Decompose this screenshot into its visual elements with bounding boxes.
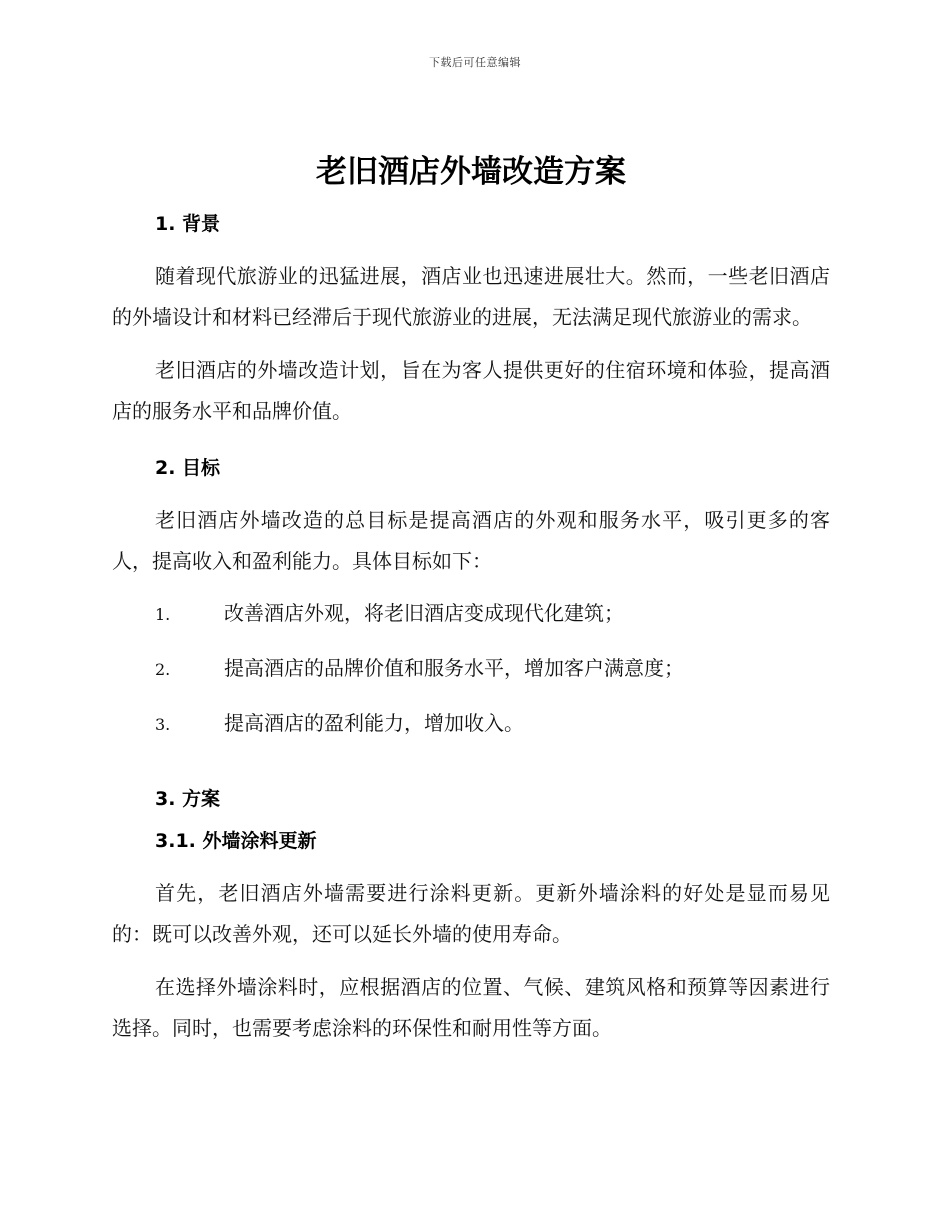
paragraph-background-2: 老旧酒店的外墙改造计划，旨在为客人提供更好的住宿环境和体验，提高酒店的服务水平和品牌价值。 [112, 358, 830, 423]
heading-paint-update: 3.1. 外墙涂料更新 [155, 830, 317, 852]
heading-plan: 3. 方案 [155, 788, 221, 810]
list-item [112, 708, 830, 763]
list-item-number: 2. [155, 660, 171, 679]
list-item [112, 598, 830, 653]
header-note: 下载后可任意编辑 [429, 56, 521, 69]
list-item-text: 提高酒店的盈利能力，增加收入。 [224, 711, 524, 735]
list-item-text: 改善酒店外观，将老旧酒店变成现代化建筑； [224, 601, 624, 625]
list-item-text: 提高酒店的品牌价值和服务水平，增加客户满意度； [224, 656, 684, 680]
paragraph-goal: 老旧酒店外墙改造的总目标是提高酒店的外观和服务水平，吸引更多的客人，提高收入和盈利能力。具体目标如下： [112, 508, 830, 573]
list-item-number: 1. [155, 605, 171, 624]
heading-goal: 2. 目标 [155, 457, 221, 479]
list-item-number: 3. [155, 715, 171, 734]
list-item [112, 653, 830, 708]
paragraph-background-1: 随着现代旅游业的迅猛进展，酒店业也迅速进展壮大。然而，一些老旧酒店的外墙设计和材料已经滞后于现代旅游业的进展，无法满足现代旅游业的需求。 [112, 264, 830, 329]
paragraph-paint-1: 首先，老旧酒店外墙需要进行涂料更新。更新外墙涂料的好处是显而易见的：既可以改善外观，还可以延长外墙的使用寿命。 [112, 881, 830, 946]
heading-background: 1. 背景 [155, 213, 221, 235]
paragraph-paint-2: 在选择外墙涂料时，应根据酒店的位置、气候、建筑风格和预算等因素进行选择。同时，也需要考虑涂料的环保性和耐用性等方面。 [112, 975, 830, 1040]
goal-list [112, 598, 830, 763]
document-title: 老旧酒店外墙改造方案 [316, 154, 626, 190]
document-body [112, 150, 830, 1061]
